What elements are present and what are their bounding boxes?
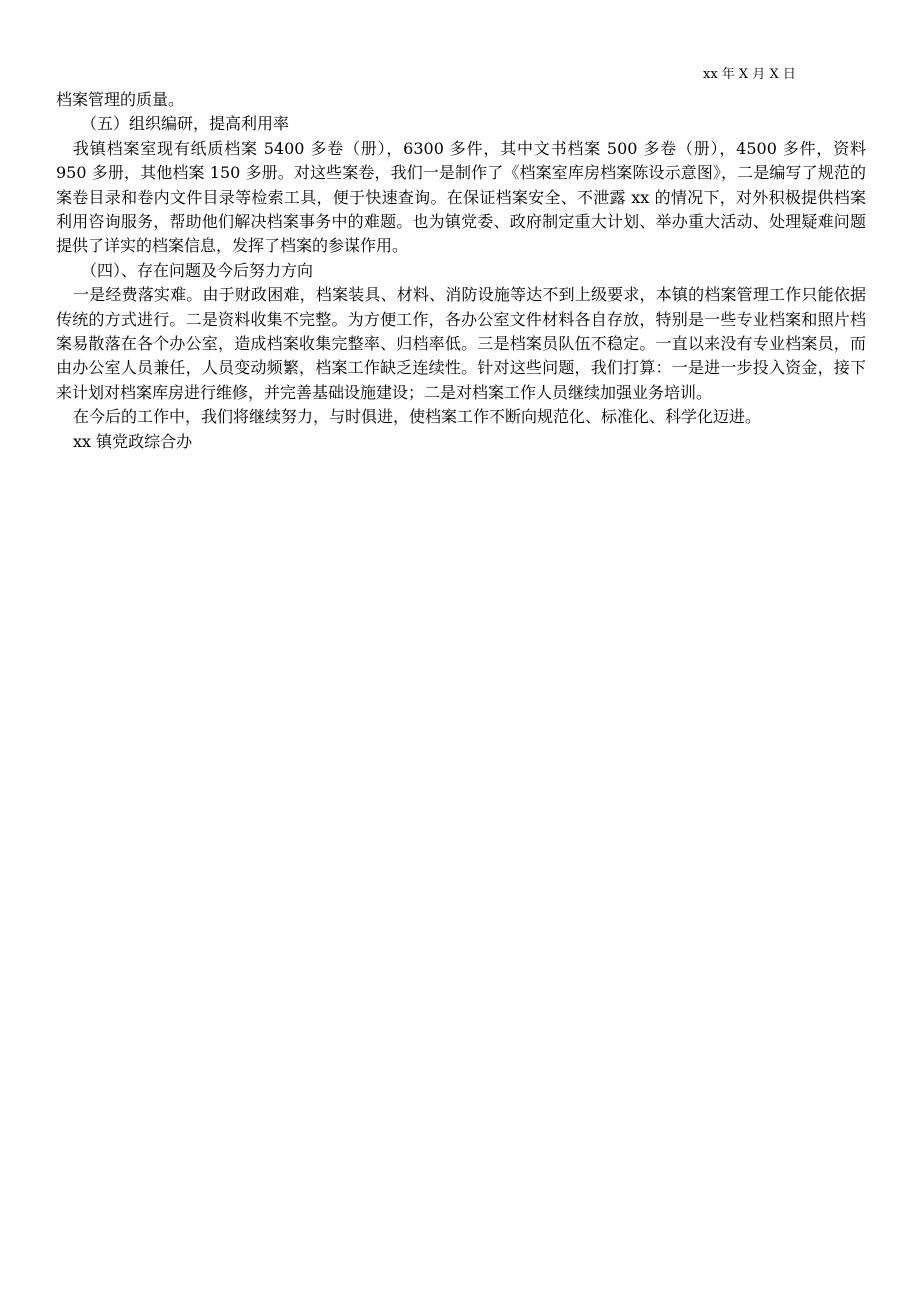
paragraph-continuation: 档案管理的质量。 bbox=[56, 90, 185, 109]
paragraph-problems: 一是经费落实难。由于财政困难，档案装具、材料、消防设施等达不到上级要求，本镇的档案管理工作只能依据传统的方式进行。二是资料收集不完整。为方便工作，各办公室文件材料各自存放，特别是一些专业档案和照片档案易散落在各个办公室，造成档案收集完整率、归档率低。三是档案员队伍不稳定。一直以来没有专业档案员，而由办公室人员兼任，人员变动频繁，档案工作缺乏连续性。针对这些问题，我们打算：一是进一步投入资金，接下来计划对档案库房进行维修，并完善基础设施建设；二是对档案工作人员继续加强业务培训。 bbox=[56, 285, 866, 402]
section-heading-four: （四）、存在问题及今后努力方向 bbox=[81, 260, 314, 280]
signature-office: xx 镇党政综合办 bbox=[73, 431, 193, 451]
section-heading-five: （五）组织编研，提高利用率 bbox=[81, 114, 290, 134]
paragraph-conclusion: 在今后的工作中，我们将继续努力，与时俱进，使档案工作不断向规范化、标准化、科学化迈进。 bbox=[73, 407, 762, 427]
header-date: xx 年 X 月 X 日 bbox=[703, 67, 796, 82]
document-body bbox=[56, 88, 866, 454]
paragraph-archive-inventory: 我镇档案室现有纸质档案 5400 多卷（册），6300 多件，其中文书档案 500 多卷（册），4500 多件，资料 950 多册，其他档案 150 多册。对这些案卷，我们一是制作了《档案室库房档案陈设示意图》，二是编写了规范的案卷目录和卷内文件目录等检索工具，便于快速查询。在保证档案安全、不泄露 xx 的情况下，对外积极提供档案利用咨询服务，帮助他们解决档案事务中的难题。也为镇党委、政府制定重大计划、举办重大活动、处理疑难问题提供了详实的档案信息，发挥了档案的参谋作用。 bbox=[56, 138, 866, 256]
